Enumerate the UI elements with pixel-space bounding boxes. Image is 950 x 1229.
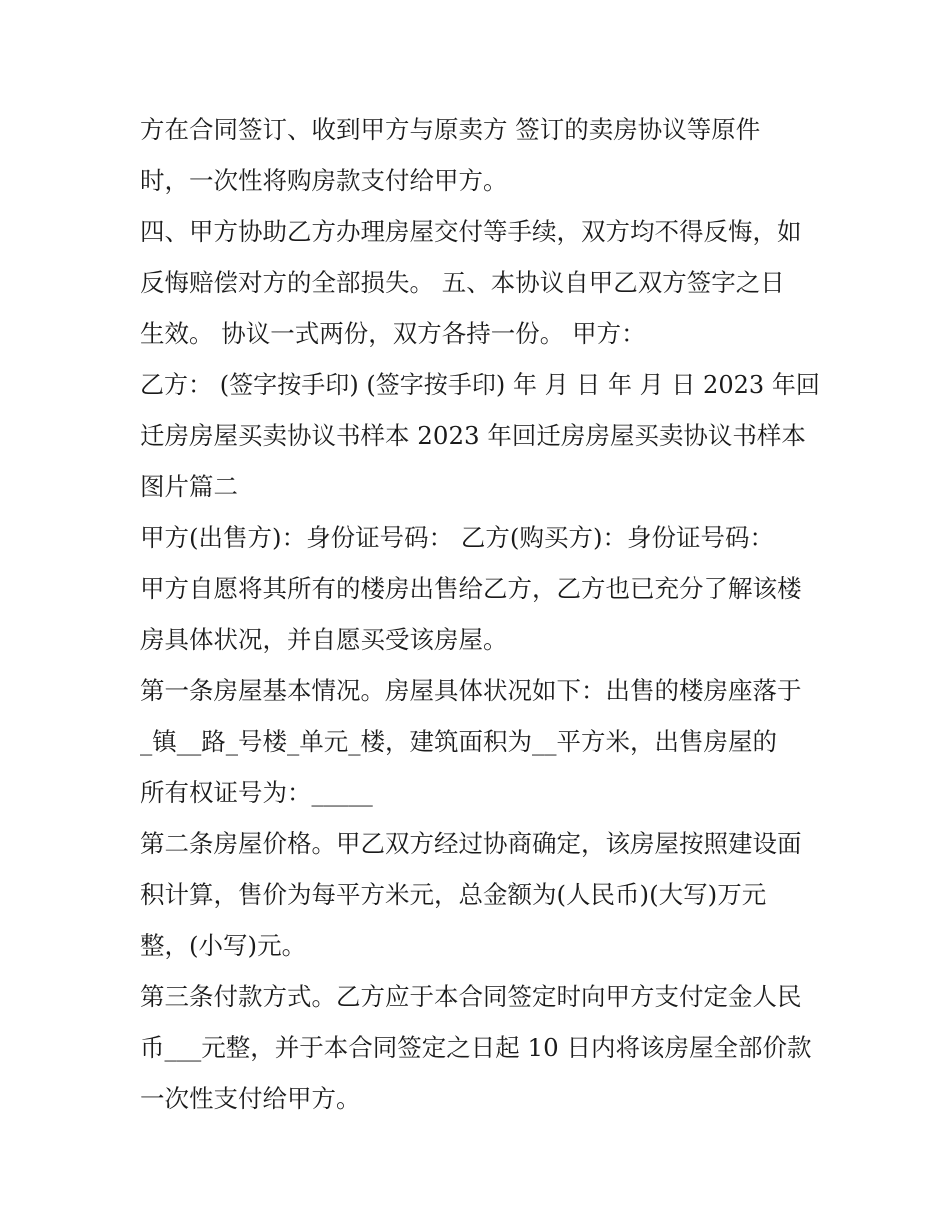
text-line: 乙方： (签字按手印) (签字按手印) 年 月 日 年 月 日 2023 年回 [140,370,820,399]
text-line: 时，一次性将购房款支付给甲方。 [140,166,508,195]
text-line: 生效。 协议一式两份，双方各持一份。 甲方： [140,319,646,348]
text-line: 甲方自愿将其所有的楼房出售给乙方，乙方也已充分了解该楼 [140,574,802,603]
text-line: 图片篇二 [140,472,238,501]
text-line: 房具体状况，并自愿买受该房屋。 [140,625,508,654]
text-line: 整，(小写)元。 [140,931,307,960]
text-line: 四、甲方协助乙方办理房屋交付等手续，双方均不得反悔，如 [140,217,802,246]
text-line: 积计算，售价为每平方米元，总金额为(人民币)(大写)万元 [140,880,767,909]
text-line: 甲方(出售方)：身份证号码： 乙方(购买方)：身份证号码： [140,523,775,552]
text-line: 反悔赔偿对方的全部损失。 五、本协议自甲乙双方签字之日 [140,268,785,297]
text-line: 方在合同签订、收到甲方与原卖方 签订的卖房协议等原件 [140,115,761,144]
text-line: 第一条房屋基本情况。房屋具体状况如下：出售的楼房座落于 [140,676,802,705]
text-line: 第二条房屋价格。甲乙双方经过协商确定，该房屋按照建设面 [140,829,802,858]
document-body [140,104,820,1124]
text-line: 币___元整，并于本合同签定之日起 10 日内将该房屋全部价款 [140,1033,812,1062]
text-line: 所有权证号为：_____ [140,778,373,807]
text-line: 迁房房屋买卖协议书样本 2023 年回迁房房屋买卖协议书样本 [140,421,806,450]
text-line: 一次性支付给甲方。 [140,1084,361,1113]
text-line: _镇__路_号楼_单元_楼，建筑面积为__平方米，出售房屋的 [140,727,777,756]
text-line: 第三条付款方式。乙方应于本合同签定时向甲方支付定金人民 [140,982,802,1011]
